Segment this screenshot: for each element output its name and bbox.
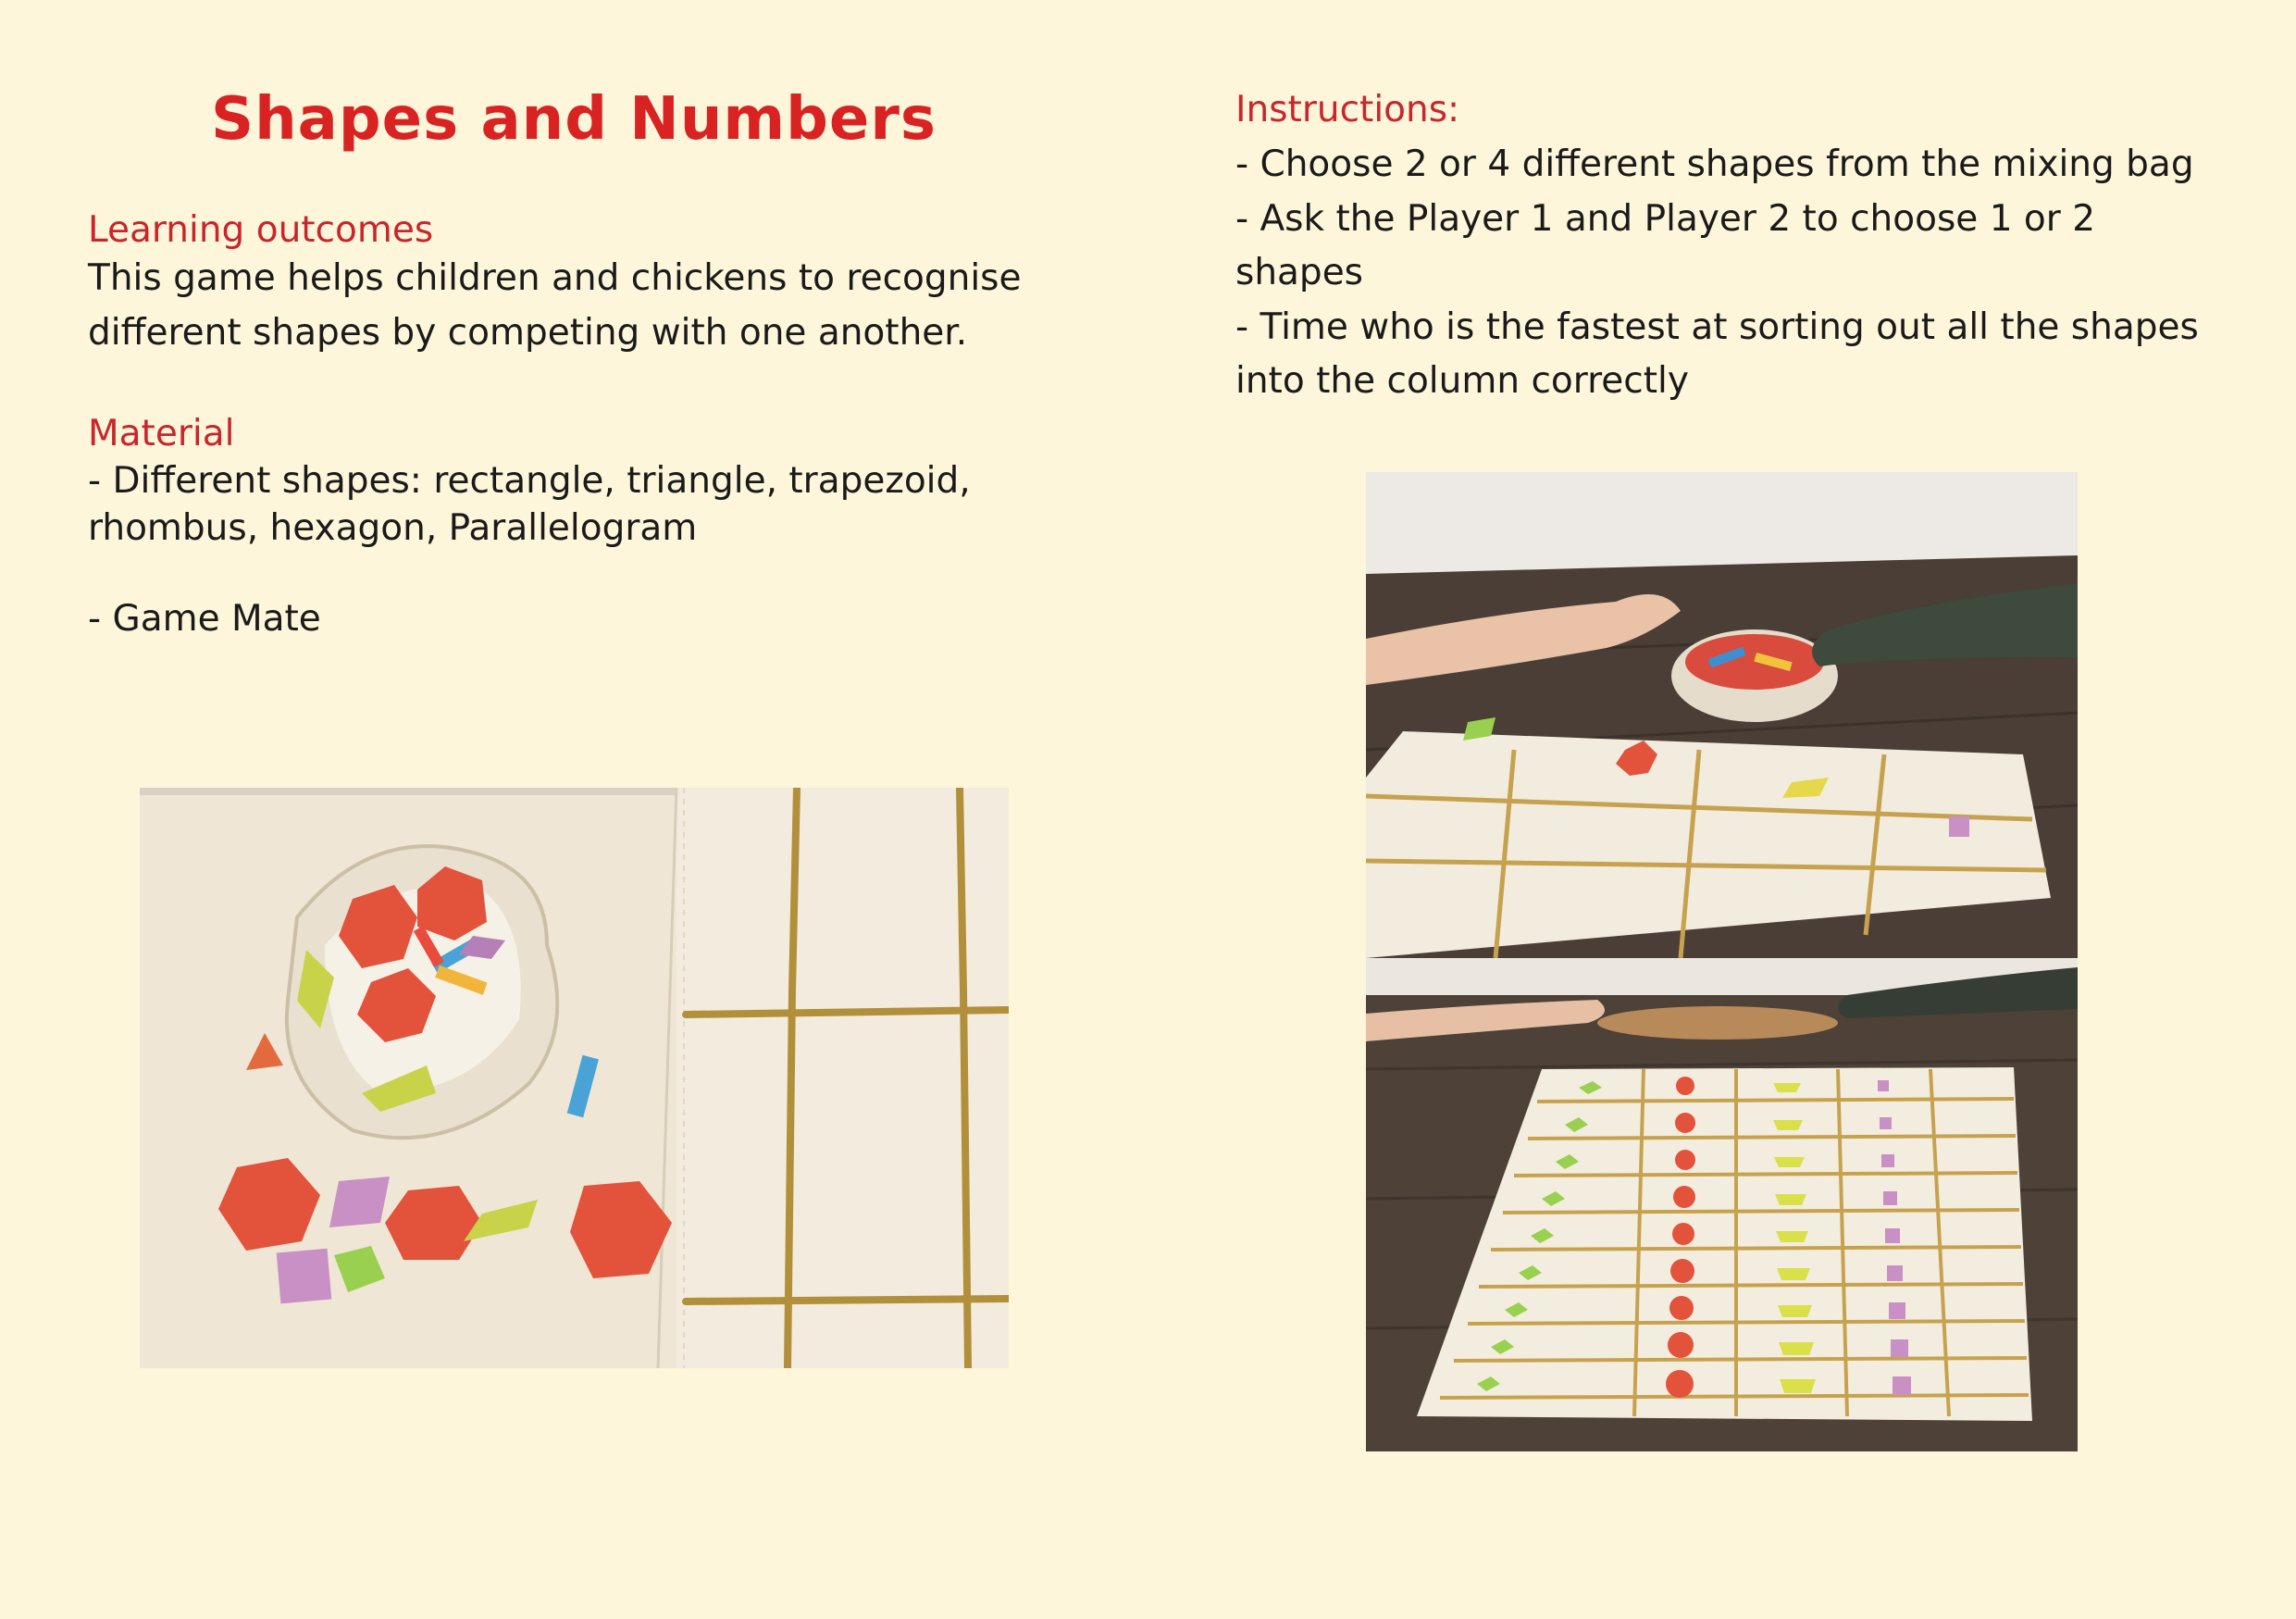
instructions-line-1: - Choose 2 or 4 different shapes from the mixing bag xyxy=(1235,143,2194,185)
instructions-line-5: into the column correctly xyxy=(1235,360,1689,402)
learning-outcomes-heading: Learning outcomes xyxy=(88,209,434,251)
learning-outcomes-line-2: different shapes by competing with one another. xyxy=(88,312,968,354)
material-line-1: - Different shapes: rectangle, triangle, trapezoid, xyxy=(88,460,971,502)
players-picking-shapes-photo xyxy=(1366,472,2078,958)
material-game-mate: - Game Mate xyxy=(88,598,321,640)
material-heading: Material xyxy=(88,413,235,455)
bag-of-shapes-photo xyxy=(140,788,1009,1368)
learning-outcomes-line-1: This game helps children and chickens to recognise xyxy=(88,257,1022,299)
instructions-line-3: shapes xyxy=(1235,252,1364,293)
material-line-2: rhombus, hexagon, Parallelogram xyxy=(88,507,698,549)
sorted-shapes-on-mat-photo xyxy=(1366,958,2078,1451)
instructions-heading: Instructions: xyxy=(1235,89,1460,131)
page-title: Shapes and Numbers xyxy=(211,85,937,154)
instructions-line-2: - Ask the Player 1 and Player 2 to choose 1 or 2 xyxy=(1235,198,2096,240)
instructions-line-4: - Time who is the fastest at sorting out all the shapes xyxy=(1235,306,2199,348)
